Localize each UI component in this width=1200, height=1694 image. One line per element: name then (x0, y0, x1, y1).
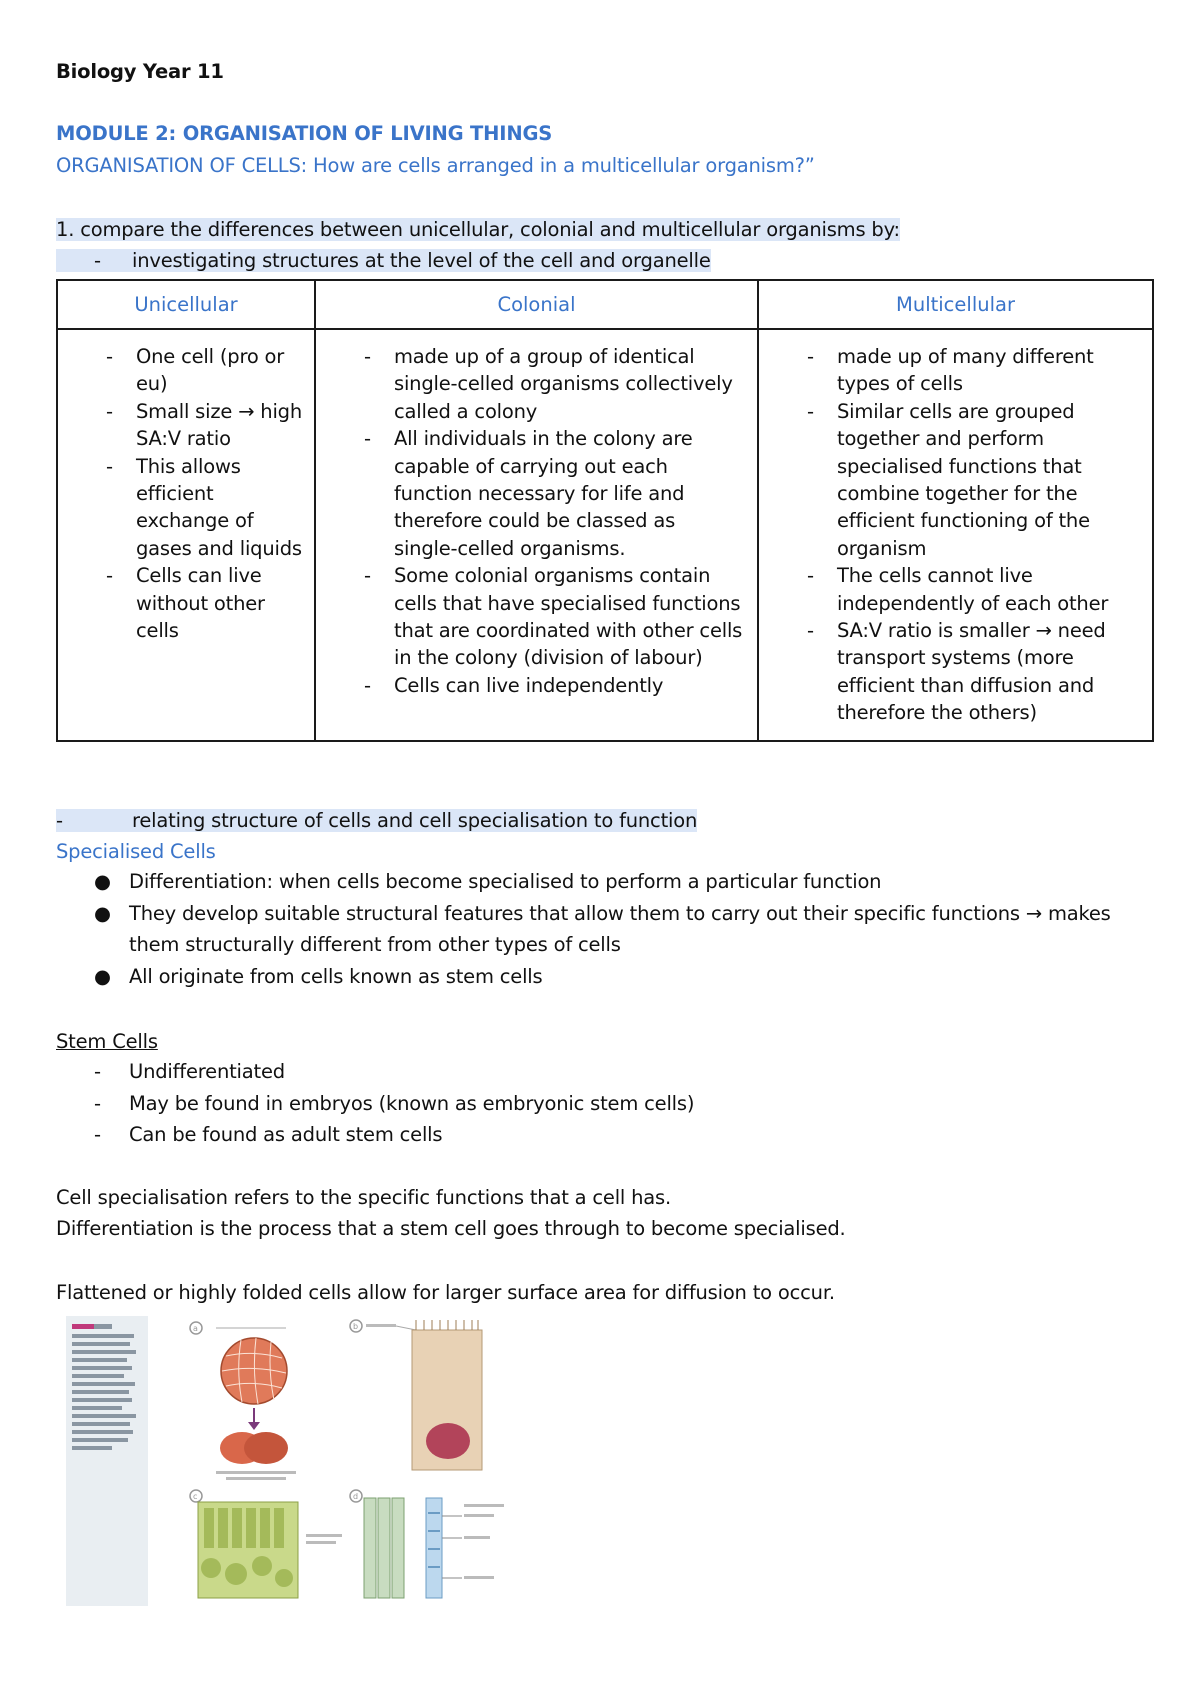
stem-cells-heading: Stem Cells (56, 1030, 158, 1053)
list-item (106, 617, 304, 644)
list-item-text: capable of carrying out each (394, 454, 668, 478)
cell-colonial (315, 329, 758, 741)
list-item (364, 672, 747, 699)
list-item-text: This allows (136, 454, 241, 478)
list-item (807, 370, 1142, 397)
specialised-cells-list (56, 866, 1111, 992)
list-item-text: independently of each other (837, 591, 1109, 615)
list-item-text: One cell (pro or (136, 345, 285, 368)
list-item: - Undifferentiated (56, 1056, 694, 1088)
list-item-text: SA:V ratio (136, 427, 231, 451)
dash-marker: - (364, 673, 371, 697)
list-item-text: Similar cells are grouped (837, 399, 1075, 423)
dash-marker: - (56, 809, 63, 832)
list-item-text: called a colony (394, 399, 538, 423)
list-item-text: eu) (136, 372, 168, 396)
bullet-icon: ● (94, 901, 111, 925)
list-item (807, 590, 1142, 617)
sub-point-2-text: relating structure of cells and cell specialisation to function (132, 809, 698, 832)
list-item (364, 453, 747, 480)
svg-text:a: a (193, 1324, 198, 1333)
list-item-text: therefore could be classed as (394, 509, 676, 533)
list-item-text: single-celled organisms. (394, 536, 626, 560)
list-item-text: exchange of (136, 509, 254, 533)
list-item-text: All individuals in the colony are (394, 427, 693, 451)
unicellular-list (106, 330, 314, 652)
list-item (364, 343, 747, 370)
list-item (807, 398, 1142, 425)
list-item (807, 617, 1142, 644)
dash-marker: - (106, 345, 113, 368)
list-item (106, 480, 304, 507)
dash-marker: - (94, 1123, 101, 1146)
dash-marker: - (807, 399, 814, 423)
list-item (106, 398, 304, 425)
cell-multicellular (758, 329, 1153, 741)
list-item-text: types of cells (837, 372, 963, 396)
sub-point-1-text: investigating structures at the level of the cell and organelle (132, 249, 711, 272)
list-item-text: cells that have specialised functions (394, 591, 741, 615)
dash-marker: - (94, 1060, 101, 1083)
multicellular-list (807, 330, 1152, 735)
list-item-text: Cells can live (136, 564, 262, 588)
list-item: ● Differentiation: when cells become specialised to perform a particular function (56, 866, 1111, 898)
list-item (364, 535, 747, 562)
list-item (106, 370, 304, 397)
list-item (807, 453, 1142, 480)
list-item (364, 370, 747, 397)
header-multicellular: Multicellular (758, 280, 1153, 329)
list-item-text: therefore the others) (837, 701, 1037, 725)
svg-text:c: c (193, 1492, 198, 1501)
list-item (807, 699, 1142, 726)
sub-point-1-highlight (56, 249, 711, 272)
comparison-table (56, 279, 1154, 742)
sub-point-1 (56, 247, 711, 275)
list-item (364, 398, 747, 425)
list-item-text: Cells can live independently (394, 673, 664, 697)
specialised-cells-figure (66, 1316, 566, 1606)
dash-marker: - (106, 564, 113, 588)
list-item-text: combine together for the (837, 482, 1078, 506)
list-item-text: SA:V ratio is smaller → need (837, 619, 1106, 643)
list-item-text: together and perform (837, 427, 1044, 451)
list-item (364, 644, 747, 671)
list-item-text: The cells cannot live (837, 564, 1033, 588)
figure-label-mark (72, 1324, 94, 1329)
dash-marker: - (106, 399, 113, 423)
list-item-text: made up of a group of identical (394, 345, 695, 368)
module-heading: MODULE 2: ORGANISATION OF LIVING THINGS (56, 122, 553, 145)
list-item (106, 562, 304, 589)
list-item-text: without other (136, 591, 265, 615)
list-item-text: cells (136, 619, 179, 643)
list-item-text: specialised functions that (837, 454, 1082, 478)
list-item (106, 453, 304, 480)
paragraph-differentiation: Differentiation is the process that a stem cell goes through to become specialised. (56, 1217, 846, 1240)
list-item-continuation: them structurally different from other types of cells (129, 933, 621, 956)
dash-marker: - (807, 564, 814, 588)
list-item-text: that are coordinated with other cells (394, 619, 743, 643)
bullet-icon: ● (94, 870, 111, 893)
module-subheading: ORGANISATION OF CELLS: How are cells arranged in a multicellular organism?” (56, 154, 815, 177)
sub-point-2-highlight (56, 809, 697, 832)
list-item (807, 535, 1142, 562)
stem-cells-list (56, 1056, 694, 1151)
list-item-text: function necessary for life and (394, 482, 685, 506)
table-header-row (57, 280, 1153, 329)
specialised-cells-heading: Specialised Cells (56, 840, 216, 863)
point-1 (56, 216, 900, 244)
paragraph-specialisation: Cell specialisation refers to the specific functions that a cell has. (56, 1186, 672, 1209)
list-item (807, 644, 1142, 671)
list-item-text: single-celled organisms collectively (394, 372, 733, 396)
list-item-text: efficient than diffusion and (837, 673, 1095, 697)
list-item (364, 507, 747, 534)
dash-marker: - (94, 1091, 101, 1115)
list-item-text: efficient functioning of the (837, 509, 1090, 533)
figure-panel-b (350, 1320, 482, 1470)
list-item: ● They develop suitable structural features that allow them to carry out their specific functions → makes (56, 898, 1111, 930)
point-1-text: 1. compare the differences between unicellular, colonial and multicellular organisms by: (56, 218, 900, 241)
list-item-text: transport systems (more (837, 646, 1074, 670)
figure-panel-c (190, 1490, 342, 1598)
list-item (106, 343, 304, 370)
list-item (807, 672, 1142, 699)
document-title: Biology Year 11 (56, 60, 224, 83)
dash-marker: - (364, 427, 371, 451)
list-item (106, 425, 304, 452)
sub-point-2 (56, 807, 697, 835)
dash-marker: - (364, 345, 371, 368)
list-item (807, 343, 1142, 370)
header-colonial: Colonial (315, 280, 758, 329)
dash-marker: - (364, 564, 371, 588)
list-item (364, 590, 747, 617)
bullet-icon: ● (94, 964, 111, 988)
list-item (364, 480, 747, 507)
list-item (106, 507, 304, 534)
list-item (807, 562, 1142, 589)
list-item (364, 617, 747, 644)
table-body-row (57, 329, 1153, 741)
list-item (106, 535, 304, 562)
list-item (106, 590, 304, 617)
list-item (364, 425, 747, 452)
list-item (807, 507, 1142, 534)
list-item: ● All originate from cells known as stem cells (56, 961, 1111, 993)
dash-marker: - (807, 345, 814, 368)
figure-panel-d (350, 1490, 504, 1598)
list-item (807, 425, 1142, 452)
list-item (807, 480, 1142, 507)
list-item-text: efficient (136, 482, 214, 506)
list-item-text: organism (837, 536, 927, 560)
list-item (364, 562, 747, 589)
svg-text:b: b (353, 1322, 359, 1331)
list-item-text: Small size → high (136, 399, 303, 423)
svg-text:d: d (353, 1492, 359, 1501)
list-item: - May be found in embryos (known as embryonic stem cells) (56, 1088, 694, 1120)
paragraph-surface-area: Flattened or highly folded cells allow for larger surface area for diffusion to occur. (56, 1281, 835, 1304)
list-item: - Can be found as adult stem cells (56, 1119, 694, 1151)
figure-panel-a (190, 1322, 296, 1480)
dash-marker: - (94, 249, 101, 272)
colonial-list (364, 330, 757, 707)
header-unicellular: Unicellular (57, 280, 315, 329)
dash-marker: - (106, 454, 113, 478)
list-item-text: Some colonial organisms contain (394, 564, 711, 588)
list-item-text: in the colony (division of labour) (394, 646, 703, 670)
cell-unicellular (57, 329, 315, 741)
list-item-text: gases and liquids (136, 536, 302, 560)
dash-marker: - (807, 619, 814, 643)
list-item-text: made up of many different (837, 345, 1094, 368)
